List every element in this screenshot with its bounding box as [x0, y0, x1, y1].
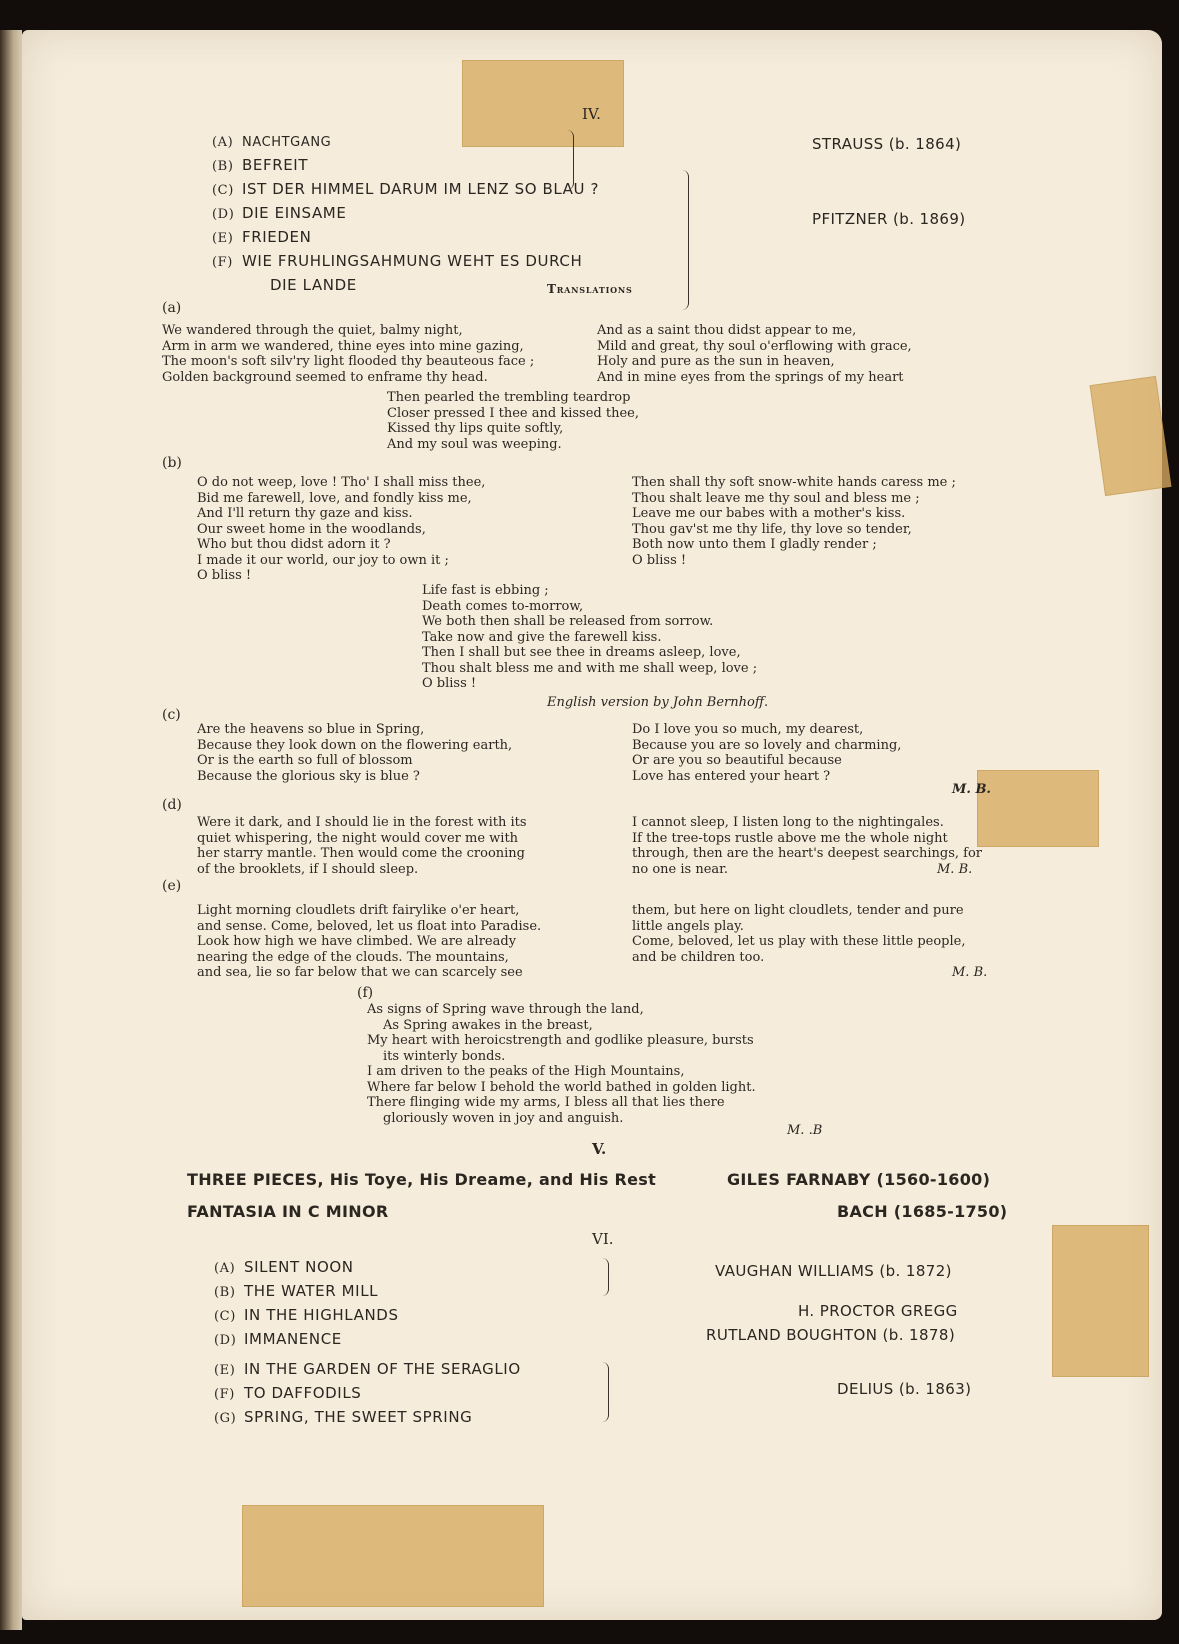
piece-fantasia: FANTASIA IN C MINOR	[187, 1202, 389, 1221]
section-v-numeral: V.	[592, 1140, 607, 1158]
book-spine	[0, 30, 22, 1630]
translation-e-signature: M. B.	[952, 965, 988, 980]
translation-d-signature: M. B.	[937, 862, 973, 877]
translation-a-left: We wandered through the quiet, balmy night, Arm in arm we wandered, thine eyes into mine gazing, The moon's soft silv'ry light flooded thy beauteous face ; Golden background seemed to enframe thy head.	[162, 323, 535, 385]
brace	[602, 1258, 609, 1296]
list-item: (B) BEFREIT	[212, 156, 309, 174]
translation-f-signature: M. .B	[787, 1123, 823, 1138]
translation-b-center: Life fast is ebbing ; Death comes to-morrow, We both then shall be released from sorrow. Take now and give the farewell kiss. Then I shall but see thee in dreams asleep, love, Thou shalt bless me and with me shall weep, love ; O bliss !	[422, 583, 758, 691]
translation-a-right: And as a saint thou didst appear to me, Mild and great, thy soul o'erflowing with grace, Holy and pure as the sun in heaven, And in mine eyes from the springs of my heart	[597, 323, 912, 385]
translation-c-left: Are the heavens so blue in Spring, Because they look down on the flowering earth, Or is the earth so full of blossom Because the glorious sky is blue ?	[197, 722, 513, 784]
list-item: DIE LANDE	[270, 276, 357, 294]
translation-d-right: I cannot sleep, I listen long to the nightingales. If the tree-tops rustle above me the whole night through, then are the heart's deepest searchings, for no one is near.	[632, 815, 982, 877]
translation-b-right: Then shall thy soft snow-white hands caress me ; Thou shalt leave me thy soul and bless me ; Leave me our babes with a mother's kiss. Thou gav'st me thy life, thy love so tender, Both now unto them I gladly render ; O bliss !	[632, 475, 956, 568]
translation-d-left: Were it dark, and I should lie in the forest with its quiet whispering, the night would cover me with her starry mantle. Then would come the crooning of the brooklets, if I should sleep.	[197, 815, 527, 877]
section-iv-list	[212, 130, 599, 296]
brace	[682, 170, 689, 310]
translation-e-left: Light morning cloudlets drift fairylike o'er heart, and sense. Come, beloved, let us float into Paradise. Look how high we have climbed. We are already nearing the edge of the clouds. The mountains, and sea, lie so far below that we can scarcely see	[197, 903, 542, 980]
list-item: (E) IN THE GARDEN OF THE SERAGLIO	[214, 1360, 521, 1378]
translations-heading: Translations	[547, 282, 633, 296]
list-item: (A) NACHTGANG	[212, 135, 332, 150]
translation-c-right: Do I love you so much, my dearest, Because you are so lovely and charming, Or are you so beautiful because Love has entered your heart ?	[632, 722, 902, 784]
translation-b-credit: English version by John Bernhoff.	[547, 695, 769, 710]
translation-b-label: (b)	[162, 455, 182, 471]
list-item: (C) IN THE HIGHLANDS	[214, 1306, 399, 1324]
translation-a-label: (a)	[162, 300, 182, 316]
section-vi-list-group-3	[214, 1358, 521, 1430]
list-item: (F) TO DAFFODILS	[214, 1384, 362, 1402]
list-item: (D) DIE EINSAME	[212, 204, 347, 222]
section-iv-numeral: IV.	[582, 105, 601, 123]
composer-proctor-gregg: H. PROCTOR GREGG	[798, 1302, 958, 1320]
translation-c-signature: M. B.	[952, 782, 991, 797]
piece-three-pieces: THREE PIECES, His Toye, His Dreame, and His Rest	[187, 1170, 657, 1189]
list-item: (F) WIE FRUHLINGSAHMUNG WEHT ES DURCH	[212, 252, 583, 270]
list-item: (E) FRIEDEN	[212, 228, 312, 246]
tape-right-lower	[1052, 1225, 1149, 1377]
section-vi-list-group-1	[214, 1256, 378, 1304]
composer-delius: DELIUS (b. 1863)	[837, 1380, 972, 1398]
translation-c-label: (c)	[162, 707, 181, 723]
composer-vaughan-williams: VAUGHAN WILLIAMS (b. 1872)	[715, 1262, 952, 1280]
translation-b-left: O do not weep, love ! Tho' I shall miss thee, Bid me farewell, love, and fondly kiss me, And I'll return thy gaze and kiss. Our sweet home in the woodlands, Who but thou didst adorn it ? I made it our world, our joy to own it ; O bliss !	[197, 475, 486, 583]
tape-right-upper	[1090, 376, 1172, 496]
translation-e-right: them, but here on light cloudlets, tender and pure little angels play. Come, beloved, let us play with these little people, and be children too.	[632, 903, 966, 965]
translation-f-verse: As signs of Spring wave through the land, As Spring awakes in the breast, My heart with heroicstrength and godlike pleasure, bursts its winterly bonds. I am driven to the peaks of the High Mountains, Where far below I behold the world bathed in golden light. There flinging wide my arms, I bless all that lies there gloriously woven in joy and anguish.	[367, 1002, 756, 1126]
translation-d-label: (d)	[162, 797, 182, 813]
brace	[602, 1362, 609, 1422]
translation-a-center: Then pearled the trembling teardrop Closer pressed I thee and kissed thee, Kissed thy lips quite softly, And my soul was weeping.	[387, 390, 639, 452]
translation-f-label: (f)	[357, 985, 374, 1001]
translation-e-label: (e)	[162, 878, 182, 894]
list-item: (A) SILENT NOON	[214, 1258, 354, 1276]
list-item: (C) IST DER HIMMEL DARUM IM LENZ SO BLAU ?	[212, 180, 600, 198]
section-vi-numeral: VI.	[592, 1230, 614, 1248]
section-vi-list-group-2	[214, 1304, 399, 1352]
composer-rutland-boughton: RUTLAND BOUGHTON (b. 1878)	[706, 1326, 956, 1344]
tape-right-middle	[977, 770, 1099, 847]
list-item: (D) IMMANENCE	[214, 1330, 342, 1348]
list-item: (G) SPRING, THE SWEET SPRING	[214, 1408, 473, 1426]
list-item: (B) THE WATER MILL	[214, 1282, 379, 1300]
composer-strauss: STRAUSS (b. 1864)	[812, 135, 962, 153]
brace	[567, 130, 574, 190]
composer-farnaby: GILES FARNABY (1560-1600)	[727, 1170, 991, 1189]
tape-bottom	[242, 1505, 544, 1607]
program-page	[22, 30, 1162, 1620]
composer-pfitzner: PFITZNER (b. 1869)	[812, 210, 966, 228]
composer-bach: BACH (1685-1750)	[837, 1202, 1008, 1221]
